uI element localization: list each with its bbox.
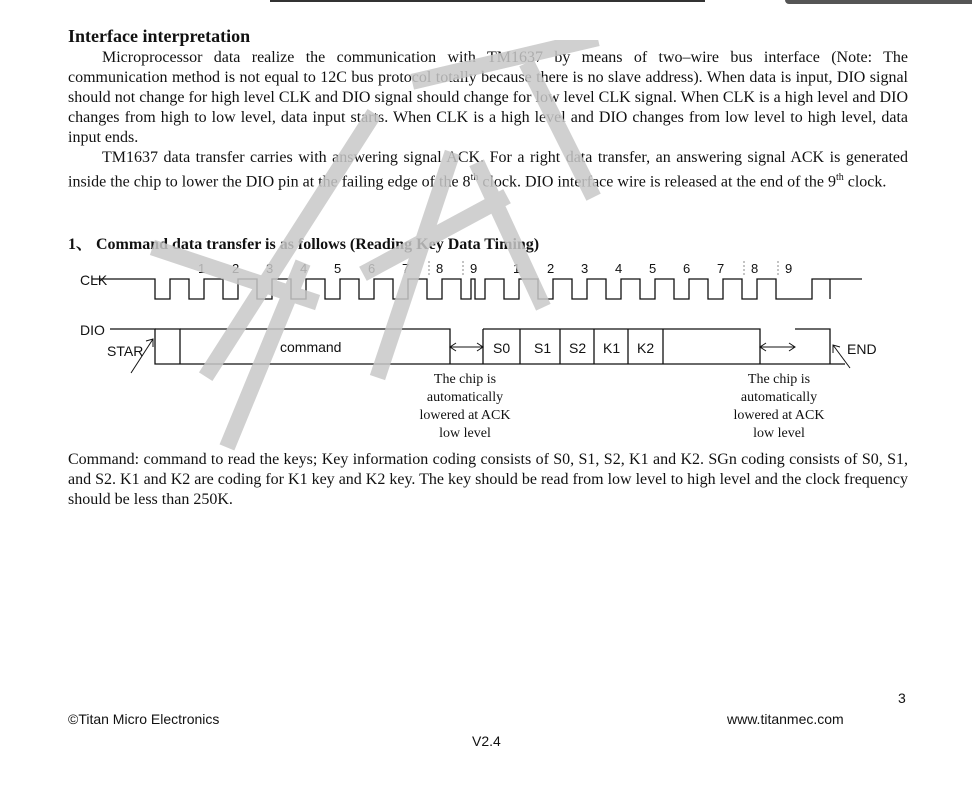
clock-number: 2 bbox=[232, 261, 240, 276]
footer-company: ©Titan Micro Electronics bbox=[68, 711, 220, 727]
clock-number: 1 bbox=[513, 261, 521, 276]
paragraph-command-description: Command: command to read the keys; Key information coding consists of S0, S1, S2, K1 and K2. SGn coding consists of S0, S1, and S2. K1 and K2 are coding for K1 key and K2 key. The key should be read from low level to high level and the clock frequency should be less than 250K. bbox=[68, 451, 908, 508]
paragraph-bus-interface: Microprocessor data realize the communication with TM1637 by means of two–wire bus interface (Note: The communication method is not equal to 12C bus protocol totally because there is no slave address). When data is input, DIO signal should not change for high level CLK and DIO signal should change for low level CLK signal. When CLK is a high level and DIO changes from high to low level, data input starts. When CLK is a high level and DIO changes from low level to high level, data input ends. bbox=[68, 49, 908, 146]
clock-number: 2 bbox=[547, 261, 555, 276]
ack-note-first: The chip is automatically lowered at ACK low level bbox=[419, 372, 511, 441]
clock-number: 5 bbox=[649, 261, 657, 276]
clock-number: 7 bbox=[717, 261, 725, 276]
clock-number: 3 bbox=[266, 261, 274, 276]
ack-arrows bbox=[131, 339, 850, 373]
clock-number: 8 bbox=[436, 261, 444, 276]
clock-number: 9 bbox=[470, 261, 478, 276]
clk-label: CLK bbox=[80, 272, 108, 288]
key-bit-s1: S1 bbox=[534, 340, 552, 356]
end-label: END bbox=[847, 341, 877, 357]
key-bit-s0: S0 bbox=[493, 340, 511, 356]
page-number: 3 bbox=[898, 690, 906, 706]
timing-diagram bbox=[0, 255, 972, 375]
section-title: Interface interpretation bbox=[68, 26, 251, 46]
key-bit-k2: K2 bbox=[637, 340, 655, 356]
start-label: STAR bbox=[107, 343, 144, 359]
ack-note-second: The chip is automatically lowered at ACK low level bbox=[733, 372, 825, 441]
clock-number: 8 bbox=[751, 261, 759, 276]
command-field-label: command bbox=[280, 339, 342, 355]
paragraph-ack-signal: TM1637 data transfer carries with answering signal ACK. For a right data transfer, an answering signal ACK is generated inside the chip to lower the DIO pin at the failing edge of the 8th clock. DIO interface wire is released at the end of the 9th clock. bbox=[68, 149, 908, 191]
clock-number: 7 bbox=[402, 261, 410, 276]
clock-number: 3 bbox=[581, 261, 589, 276]
header-rule bbox=[270, 0, 705, 2]
clock-number: 6 bbox=[368, 261, 376, 276]
clock-number: 6 bbox=[683, 261, 691, 276]
clock-number: 5 bbox=[334, 261, 342, 276]
footer-website-link[interactable]: www.titanmec.com bbox=[727, 711, 844, 727]
clk-waveform bbox=[92, 279, 862, 299]
clock-number: 9 bbox=[785, 261, 793, 276]
header-tab bbox=[785, 0, 972, 4]
key-bit-k1: K1 bbox=[603, 340, 621, 356]
footer-version: V2.4 bbox=[472, 733, 501, 749]
clock-number: 1 bbox=[198, 261, 206, 276]
dio-label: DIO bbox=[80, 322, 105, 338]
timing-subheading: 1、 Command data transfer is as follows (Reading Key Data Timing) bbox=[68, 236, 540, 253]
key-bit-s2: S2 bbox=[569, 340, 587, 356]
clock-dash-markers bbox=[429, 261, 778, 277]
clock-number-row bbox=[198, 261, 792, 276]
clock-number: 4 bbox=[615, 261, 623, 276]
clock-number: 4 bbox=[300, 261, 308, 276]
